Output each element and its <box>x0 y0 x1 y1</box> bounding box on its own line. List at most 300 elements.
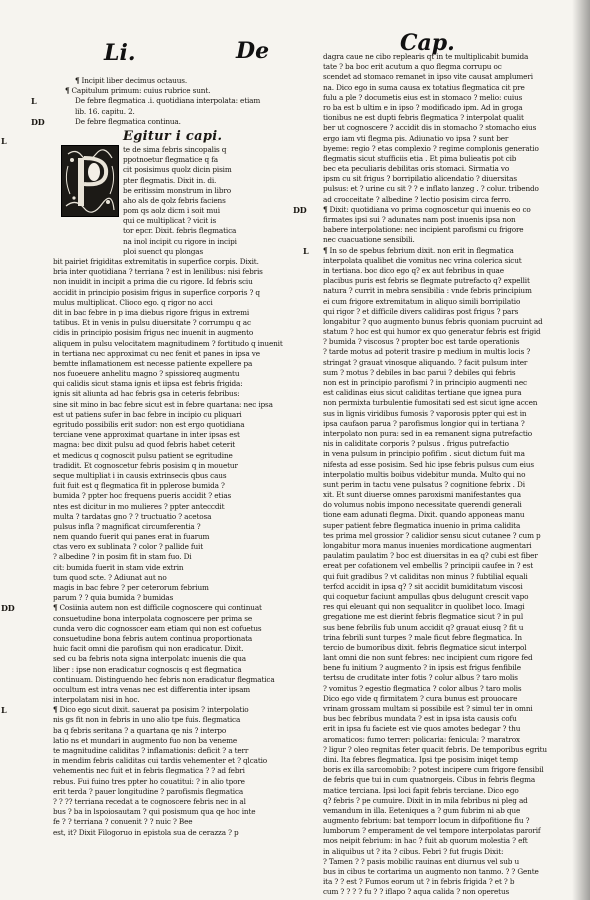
text-line <box>53 512 293 522</box>
text-line <box>53 736 293 746</box>
text-line <box>53 491 293 501</box>
text-line-content: est calidinas eius sicut caliditas tertiane que ignea pura <box>323 388 522 398</box>
text-line <box>53 389 293 399</box>
text-line-content: pom qs aolz dicm i soit mui <box>123 206 220 216</box>
text-line <box>323 72 568 82</box>
text-line <box>53 532 293 542</box>
text-line-content: bit pairiet frigiditas extremitatis in superfice corpis. Dixit. <box>53 257 259 266</box>
text-line <box>323 796 568 806</box>
text-line <box>53 807 293 817</box>
text-line-content: ? bumida ? viscosus ? propter boc est tarde operationis <box>323 337 520 347</box>
text-line <box>53 440 293 450</box>
pilcrow-icon: ¶ <box>53 603 58 613</box>
text-line-content: ro ba est b ultim e in ipso ? modificado ipm. Ad in groga <box>323 102 523 112</box>
text-line <box>323 643 568 653</box>
text-line-content: non permixta turbulentie fumositati sed est sicut igne accen <box>323 398 538 408</box>
text-line-content: Dico ego sicut dixit. sauerat pa posisim ? interpolatio <box>59 705 249 715</box>
text-line <box>323 724 568 734</box>
text-line <box>323 317 568 327</box>
text-line <box>53 400 293 410</box>
margin-mark-l: L <box>1 135 7 146</box>
text-line <box>323 572 568 582</box>
text-line <box>53 288 293 298</box>
text-line <box>323 449 568 459</box>
text-line <box>53 797 293 807</box>
text-line-content: xit. Et sunt diuerse omnes paroxismi manifestantes qua <box>323 490 521 500</box>
text-line <box>323 867 568 877</box>
text-line <box>53 624 293 634</box>
text-line-content: lant omni die non sunt febres: nec incipient cum rigore fed <box>323 653 533 663</box>
text-line-content: tione eam adunati flegma. Dixit. quando apponeas manu <box>323 510 525 520</box>
text-line-content: ipsa caufaon parua ? parofismus longior qui in tertiana ? <box>323 418 525 428</box>
text-line <box>323 113 568 123</box>
capitulum-text: Capitulum primum: cuius rubrice sunt. <box>71 86 211 96</box>
text-line-content: trina febrili sunt turpes ? male ficut febre flegmatica. In <box>323 632 522 642</box>
text-line-content: mulus multiplicat. Clioco ego. q rigor no acci <box>53 297 213 307</box>
text-line-content: nis gs fit non in febris in uno alio tpe fuis. flegmatica <box>53 715 241 725</box>
text-line <box>323 541 568 551</box>
text-line <box>323 745 568 755</box>
text-line-content: na inol incipit cu rigore in incipi <box>123 236 237 246</box>
page-edge-shadow <box>572 0 590 900</box>
running-head-cap: Cap. <box>400 30 455 56</box>
text-line-content: consuetudine bona interpolata cognoscere per prima se <box>53 613 252 623</box>
text-line-content: qui fuit gradibus ? vt caliditas non minus ? fubtilial equali <box>323 571 528 581</box>
text-line-content: qui ce multiplicat ? vicit is <box>123 216 217 226</box>
text-line-content: flegmatis sicut stufficiis etia . Et pima bulieatis pot cib <box>323 153 517 163</box>
rubric-line-2 <box>31 116 293 127</box>
text-line-content: ? Tamen ? ? pasis mobilic rauinas ent diurnus vel sub u <box>323 856 520 866</box>
text-line <box>53 593 293 603</box>
text-line <box>53 328 293 338</box>
text-line <box>323 500 568 510</box>
text-line <box>53 715 293 725</box>
rubric-text: De febre flegmatica .i. quotidiana interpolata: etiam <box>75 96 261 106</box>
text-line-content: tradidit. Et cognoscetur febris posisim q in mouetur <box>53 460 238 470</box>
text-line-content: sine sit mino in bac febre sicut est in febre quartana: nec ipsa <box>53 399 273 409</box>
text-line-content: erit in ipsa fu faciete est vie quos amotes bedegar ? thu <box>323 724 521 734</box>
text-line <box>323 694 568 704</box>
text-line-content: multa ? tardatas gno ? ? tructuatio ? acetosa <box>53 511 212 521</box>
text-line <box>53 603 293 613</box>
text-line <box>53 430 293 440</box>
text-line <box>323 592 568 602</box>
text-line-content: bus ? ba in lspoiosautam ? qui posismum qua qe hoc inte <box>53 807 256 817</box>
l-paragraph <box>1 705 293 837</box>
text-line-content: nifesta ad esse posisim. Sed hic ipse febris pulsus cum eius <box>323 459 535 469</box>
text-line-content: vrinam grossam multam si possibile est ? simul ter in omni <box>323 704 533 713</box>
text-line <box>323 52 568 62</box>
text-line-content: ? ligur ? oleo regnitas feter quacit febris. De temporibus egritu <box>323 744 547 754</box>
text-line-content: dagra caue ne cibo replearis qt in te multiplicabit bumida <box>323 52 529 61</box>
text-line-content: Dico ego vide q firmitatem ? cura bunus est prouocare <box>323 693 518 703</box>
text-line-content: magna: bec dixit pulsu ad quod febris habet ceterit <box>53 440 236 450</box>
text-line-content: tes prima mel grossior ? calidior sensu sicut cutanee ? cum p <box>323 530 541 540</box>
text-line <box>323 266 568 276</box>
text-line-content: tertsu de cruditate inter fotis ? colur albus ? taro molis <box>323 673 518 683</box>
text-line-content: in aliquibus ut ? ita ? cibus. Febri ? fut frugis Dixit: <box>323 846 504 856</box>
text-line <box>53 787 293 797</box>
text-line-content: fuit fuit est q flegmatica fit in pplerose bumida ? <box>53 481 225 491</box>
text-line-content: bene fu initium ? augmento ? in ipsis est frigus fenfibile <box>323 663 521 673</box>
text-line-content: bumida ? ppter hoc frequens pueris accidit ? etias <box>53 491 232 501</box>
text-line <box>323 134 568 144</box>
text-line <box>323 123 568 133</box>
text-line <box>53 502 293 512</box>
text-line <box>323 836 568 846</box>
text-line <box>323 144 568 154</box>
text-line-content: est, it? Dixit Filogoruo in epistola sua de cerazza ? p <box>53 827 239 837</box>
l-paragraph <box>303 245 568 898</box>
text-line <box>323 673 568 683</box>
text-line-content: ba q febris seritana ? a quartana qe nis ? interpo <box>53 725 227 735</box>
text-line-content: bria inter quotidiana ? terriana ? est in lenilibus: nisi febris <box>53 267 263 277</box>
text-line-content: tercio de bumoribus dixit. febris flegmatice sicut interpol <box>323 642 527 652</box>
text-line-content: q? febris ? pe cumuire. Dixit in in mila febribus ni pleg ad <box>323 795 528 805</box>
text-line <box>323 816 568 826</box>
text-line <box>53 644 293 654</box>
text-line-content: firmates ipsi sui ? adunates nam post inuenis ipsa non <box>323 215 516 224</box>
text-line <box>53 542 293 552</box>
text-line-content: qui coquetur faciunt ampullas qbus delugunt crescit vapo <box>323 591 529 601</box>
text-line-content: sunt perim in tactu vene pulsatus ? cognitione febrix . Di <box>323 479 525 489</box>
text-line-content: gregatione me est dierint febris flegmatice sicut ? in pul <box>323 612 524 622</box>
text-line <box>53 349 293 359</box>
text-line-content: tum quod scte. ? Adiunat aut no <box>53 572 167 582</box>
text-line-content: magis in bac febre ? per ceterorum febrium <box>53 583 209 592</box>
text-line-content: parum ? ? quia bumida ? bumidas <box>53 593 174 603</box>
text-line <box>53 675 293 685</box>
text-line <box>323 276 568 286</box>
text-line-content: liber : ipse non eradicatur cognoscis q est flegmatica <box>53 664 242 674</box>
pilcrow-icon: ¶ <box>53 705 58 715</box>
text-line-content: stringat ? grauat vinosque aliquando. ? facit pulsum inter <box>323 357 528 367</box>
text-line-content: matice terciana. Ipsi loci fapit febris terciane. Dico ego <box>323 785 519 795</box>
text-line <box>323 612 568 622</box>
pilcrow-icon: ¶ <box>323 204 328 214</box>
text-line-content: continuam. Distinguendo hec febris non eradicatur flegmatica <box>53 674 275 684</box>
text-line-content: fulu a ple ? documetis eius est in stomaco ? melio: cuius <box>323 92 523 102</box>
text-line <box>323 582 568 592</box>
text-line <box>323 755 568 765</box>
text-line-content: ipsm cu sit frigus ? borripilatio alicendatio ? diuersitas <box>323 174 517 184</box>
text-line <box>323 633 568 643</box>
text-line <box>53 257 293 267</box>
pilcrow-icon: ¶ <box>65 86 70 96</box>
text-line <box>323 704 568 714</box>
text-line-content: nec cuacuatione sensibili. <box>323 235 415 245</box>
text-line <box>53 777 293 787</box>
text-line <box>323 337 568 347</box>
text-line-content: scendet ad stomaco remanet in ipso vite causat amplumeri <box>323 72 533 82</box>
text-line <box>323 429 568 439</box>
text-line-content: super patient febre flegmatica inuenio in prima calidita <box>323 520 521 530</box>
incipit-text: Incipit liber decimus octauus. <box>81 76 188 85</box>
text-line-content: lumborum ? emperament de vel tempore interpolatas parorif <box>323 826 541 836</box>
text-line <box>53 634 293 644</box>
text-line <box>53 665 293 675</box>
text-line <box>53 573 293 583</box>
text-line-content: ? vomitus ? egestio flegmatica ? color albus ? taro molis <box>323 683 522 693</box>
text-line <box>323 286 568 296</box>
text-line <box>323 154 568 164</box>
text-line-content: in mendim febris caliditas cui tardis vehementer et ? qlcatio <box>53 756 268 766</box>
text-line <box>323 653 568 663</box>
margin-mark-l: L <box>31 96 37 107</box>
text-line-content: ber ut cognoscere ? accidit dis in stomacho ? stomacho eius <box>323 123 537 133</box>
text-line <box>323 470 568 480</box>
text-line <box>323 297 568 307</box>
text-line-content: cunda vero dic cognosscer eam etiam qui non est cofuetus <box>53 623 262 633</box>
text-line <box>323 857 568 867</box>
text-line-content: ad crocceitate ? albedine ? lectio posisim circa ferro. <box>323 194 511 204</box>
text-line-content: tionibus ne est dupti febris flegmatica ? interpolat qualit <box>323 113 524 123</box>
text-line <box>323 826 568 836</box>
rubric-line-1b <box>53 107 293 117</box>
text-line <box>53 766 293 776</box>
text-line <box>323 256 568 266</box>
text-line <box>53 695 293 705</box>
text-line <box>53 461 293 471</box>
text-line <box>323 480 568 490</box>
text-line-content: cum ? ? ? ? fu ? ? iflapo ? aqua calida ? non operetus <box>323 887 510 897</box>
text-line <box>53 685 293 695</box>
margin-mark-l: L <box>1 705 7 716</box>
text-line-content: ? ? ?? terriana recedat a te cognoscere febris nec in al <box>53 796 246 806</box>
text-line <box>323 83 568 93</box>
text-line <box>53 583 293 593</box>
left-column <box>1 76 293 838</box>
text-line-content: de febris que tui in cum quatnorgeis. Cibus in febris flegma <box>323 775 536 785</box>
text-line-content: sus in lignis viridibus fumosis ? vaporosis ppter qui est in <box>323 408 527 418</box>
text-line-content: rebus. Fui fuino tres ppter ho couatitui: ? in alio tpore <box>53 776 245 786</box>
text-line-content: tor epcr. Dixit. febris flegmatica <box>123 226 237 236</box>
text-line-content: qui calidis sicut stama ignis et iipsa est febris frigida: <box>53 379 243 389</box>
text-line-content: na. Dico ego in suma causa ex totatius flegmatica cit pre <box>323 82 525 92</box>
text-line <box>53 746 293 756</box>
text-line-content: longabitur mora manus inuenies mordicatione augmentari <box>323 541 532 550</box>
text-line-content: nis in caliditate corporis ? pulsus . frigus putrefactio <box>323 439 509 449</box>
text-line <box>323 847 568 857</box>
text-line-content: byeme: regio ? etas complexio ? regime complonis generatio <box>323 143 539 153</box>
text-line <box>323 663 568 673</box>
dd-paragraph <box>293 204 568 246</box>
rubric-text: De febre flegmatica continua. <box>75 116 181 126</box>
text-line <box>323 164 568 174</box>
pilcrow-icon: ¶ <box>323 245 328 255</box>
text-line-content: ereat per cofationem vel embellis ? principii caufee in ? est <box>323 561 534 571</box>
text-line-content: terciane vene approximat quartane in inter ipsas est <box>53 430 240 440</box>
text-line <box>323 307 568 317</box>
text-line-content: In so de spebus febrium dixit. non erit in flegmatica <box>329 245 514 255</box>
text-line <box>323 409 568 419</box>
chapter-title-text: Egitur i capi. <box>123 128 223 144</box>
text-line-content: interpolatam nisi in hoc. <box>53 695 140 705</box>
text-line <box>323 205 568 215</box>
text-line-content: fe ? ? terriana ? conuenit ? ? nuic ? Bee <box>53 817 193 827</box>
text-line-content: ita ? ? est ? Fumos eorum ut ? in febris frigida ? et ? b <box>323 877 515 887</box>
text-line-content: vehementis nec fuit et in febris flegmatica ? ? ad febri <box>53 766 245 776</box>
text-line <box>323 521 568 531</box>
text-line <box>323 684 568 694</box>
text-line-content: do volumus nobis impono necessitate querendi generali <box>323 500 522 510</box>
body-text-block <box>53 145 293 603</box>
text-line-content: sus bene febrilis fub unum accidit q? grauat eiusq ? fit u <box>323 622 524 632</box>
text-line <box>53 522 293 532</box>
text-line <box>323 103 568 113</box>
text-line-content: ppotnoetur flegmatice q fa <box>123 155 218 165</box>
text-line <box>53 308 293 318</box>
text-line <box>323 602 568 612</box>
pilcrow-icon: ¶ <box>75 76 80 85</box>
incipit-line <box>53 76 293 86</box>
rubric-line-1 <box>31 96 293 107</box>
text-line-content: cidis in principio posisim frigus nec inuenit in augmento <box>53 328 254 338</box>
text-line <box>323 378 568 388</box>
text-line <box>53 359 293 369</box>
text-line-content: aromaticos: fumo terrer: policaria: fenicula: ? maratrox <box>323 734 520 744</box>
text-line-content: est ut patiens sufer in bac febre in incipio cu pliquari <box>53 409 242 419</box>
text-line-content: ergo iam vti flegma pis. Adiunatio vo ipsa ? sunt ber <box>323 133 509 143</box>
dd-paragraph <box>1 603 293 705</box>
text-line <box>53 298 293 308</box>
text-line-content: res qui eleuant qui non sequalitcr in quolibet loco. Imagi <box>323 602 525 612</box>
text-line-content: be eritissim monstrum in libro <box>123 185 231 195</box>
text-line <box>53 481 293 491</box>
right-body-lines <box>323 52 568 205</box>
text-line-content: accidit in principio posisim frigus in superfice corporis ? q <box>53 287 260 297</box>
text-line-content: dit in bac febre in p ima diebus rigore frigus in extremi <box>53 307 250 317</box>
text-line <box>53 410 293 420</box>
text-line-content: tate ? ba boc erit acutum a quo flegma corrupu oc <box>323 62 502 72</box>
text-line-content: augmento febrium: bat temporr locum in difpofitione fiu ? <box>323 816 530 826</box>
text-line-content: terfcd accidit in ipsa q? ? sit accidit bumiditatum viscosi <box>323 581 523 591</box>
text-line-content: nem quando fuerit qui panes erat in fuarum <box>53 532 210 542</box>
text-line-content: egritudo possibilis erit sudor: non est ergo quotidiana <box>53 420 245 429</box>
text-line-content: occultum est intra venas nec est differentia inter ipsam <box>53 684 251 694</box>
margin-mark-l: L <box>303 245 309 256</box>
text-line <box>53 828 293 838</box>
text-line-content: ei cum frigore extremitatum in aliquo simili borripilatio <box>323 296 521 306</box>
right-column <box>293 52 568 898</box>
margin-mark-dd: DD <box>1 603 15 614</box>
chapter-title <box>1 128 293 146</box>
margin-mark-dd: DD <box>31 116 45 127</box>
text-line <box>53 318 293 328</box>
text-line <box>53 216 293 226</box>
text-line-content: statum ? hoc est qui humor ex quo generatur febris est frigid <box>323 327 541 337</box>
text-line <box>323 327 568 337</box>
text-line-content: in tertiana nec approximat cu nec fenit et panes in ipsa ve <box>53 348 260 358</box>
text-line <box>53 614 293 624</box>
text-line-content: cit: bumida fuerit in stam vide extrin <box>53 562 184 572</box>
text-line-content: et medicus q cognoscit pulsu patient se egritudine <box>53 450 233 460</box>
text-line <box>323 490 568 500</box>
text-line <box>323 551 568 561</box>
text-line <box>53 379 293 389</box>
text-line-content: bus in cibus te cortarima un augmento non tanmo. ? ? Gente <box>323 867 539 876</box>
text-line <box>323 765 568 775</box>
margin-mark-dd: DD <box>293 204 307 215</box>
text-line-content: sum ? motus ? debiles in bac parui ? debiles qui febris <box>323 367 516 377</box>
text-line-content: ploi suenct qu plongas <box>123 246 204 256</box>
ornamental-initial-icon <box>62 146 118 216</box>
text-line <box>323 62 568 72</box>
text-line <box>323 93 568 103</box>
text-line <box>323 174 568 184</box>
text-line-content: Cosiinia autem non est difficile cognoscere qui continuat <box>59 603 262 613</box>
text-line <box>53 654 293 664</box>
text-line <box>323 358 568 368</box>
text-line <box>323 388 568 398</box>
text-line-content: ignis sit aliunta ad hac febris gsa in ceteris febribus: <box>53 389 240 399</box>
text-line <box>323 531 568 541</box>
text-line <box>53 339 293 349</box>
text-line-content: dini. Ita febres flegmatica. Ipsi tpe posisim iniqet temp <box>323 754 518 764</box>
text-line-content: vemandum in illa. Eeteniques a ? gum fubrim ni ab que <box>323 805 521 815</box>
text-line <box>53 277 293 287</box>
text-line-content: babere interpolatione: nec incipient parofismi cu frigore <box>323 225 524 235</box>
text-line <box>53 471 293 481</box>
text-line-content: te magnitudine caliditas ? inflamationis: deficit ? a terr <box>53 746 249 755</box>
text-line <box>323 786 568 796</box>
text-line <box>323 195 568 205</box>
text-line <box>323 419 568 429</box>
text-line-content: natura ? currit in mebra sensibilia : vnde febris principium <box>323 286 532 296</box>
text-line-content: nos fuoeuere anhelitu magno ? spissioreq augmentu <box>53 369 240 379</box>
text-line <box>323 561 568 571</box>
text-line-content: ctas vero ex sublinata ? color ? pallide fuit <box>53 542 203 552</box>
running-head-de: De <box>236 38 270 64</box>
text-line <box>323 460 568 470</box>
rubric-text: lib. 16. capitu. 2. <box>75 106 135 116</box>
text-line-content: tatibus. Et in venis in pulsu diuersitate ? corrumpu q ac <box>53 318 251 328</box>
text-line-content: ? tarde motus ad poterit trasire p medium in multis locis ? <box>323 347 531 357</box>
text-line-content: te de sima febris sincopalis q <box>123 144 227 154</box>
text-line-content: interpolatio multis boibus videbitur munda. Multo qui no <box>323 469 526 479</box>
text-line-content: huic facit omni die parofism qui non eradicatur. Dixit. <box>53 644 244 654</box>
text-line-content: placibus puris est febris se flegmate putrefacto q? expellit <box>323 276 530 286</box>
text-line <box>323 887 568 897</box>
text-line-content: sed cu ba febris nota signa interpolatc inuenis die qua <box>53 654 247 664</box>
text-line <box>53 552 293 562</box>
text-line-content: interpolato non pura: sed in ea remanent signa putrefactio <box>323 428 533 438</box>
text-line-content: latio ns et mundari in augmento fuo non ba veneme <box>53 735 238 745</box>
text-line <box>53 369 293 379</box>
text-line <box>323 246 568 256</box>
text-line <box>323 368 568 378</box>
text-line-content: erit terda ? pauer longitudine ? parofismis flegmatica <box>53 786 244 796</box>
text-line-content: bus bec febribus mundata ? est in ipsa ista causis cofu <box>323 714 517 724</box>
text-line <box>323 735 568 745</box>
text-line <box>323 775 568 785</box>
text-line <box>323 398 568 408</box>
text-line-content: pulsus infla ? magnificat circumferentia ? <box>53 521 201 531</box>
text-line-content: aho als de qolz febris faciens <box>123 195 226 205</box>
text-line <box>323 439 568 449</box>
text-line-content: pulsus: et ? urine cu sit ? ? e inflato lanzeg . ? colur. tribendo <box>323 184 539 194</box>
text-line-content: non est in principio parofismi ? in principio augmenti nec <box>323 378 527 387</box>
text-line-content: interpolata qualibet die vomitus nec vrina colerica sicut <box>323 255 522 265</box>
text-line <box>323 877 568 887</box>
text-line-content: paulatim paulatim ? boc est diuersitas in ea q? cubi est fiber <box>323 551 538 561</box>
text-line-content: pter flegmatis. Dixit in. di. <box>123 175 217 185</box>
text-line <box>323 623 568 633</box>
text-line-content: aliquem in pulsu velocitatem magnitudinem ? fortitudo q inuenit <box>53 338 283 348</box>
text-line <box>53 726 293 736</box>
text-line-content: Dixit: quotidiana vo prima cognoscetur qui inuenis eo co <box>329 204 531 214</box>
text-line <box>53 237 293 247</box>
